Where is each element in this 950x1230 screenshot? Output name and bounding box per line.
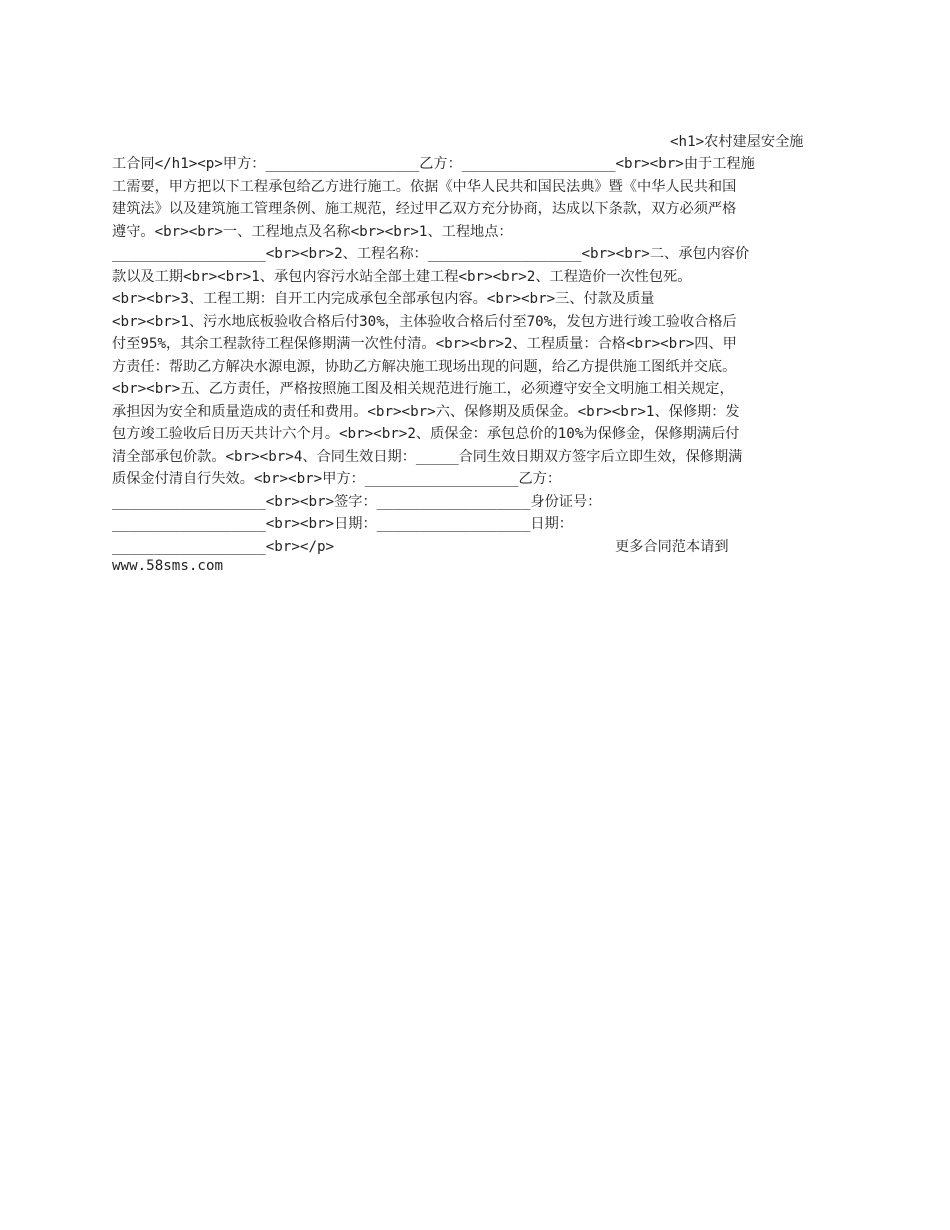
text-line: 工合同</h1><p>甲方：__________________乙方：__________________<br><br>由于工程施 <box>112 156 755 172</box>
text-line: 方责任：帮助乙方解决水源电源，协助乙方解决施工现场出现的问题，给乙方提供施工图纸并交底。 <box>112 359 737 375</box>
text-line: __________________<br><br>2、工程名称：__________________<br><br>二、承包内容价 <box>112 246 750 262</box>
text-line: 款以及工期<br><br>1、承包内容污水站全部土建工程<br><br>2、工程造价一次性包死。 <box>112 269 692 285</box>
text-line: 清全部承包价款。<br><br>4、合同生效日期：_____合同生效日期双方签字后立即生效，保修期满 <box>112 449 743 465</box>
text-line: __________________<br></p> <box>112 539 335 555</box>
text-line: 付至95%，其余工程款待工程保修期满一次性付清。<br><br>2、工程质量：合格<br><br>四、甲 <box>112 336 737 352</box>
text-line: 包方竣工验收后日历天共计六个月。<br><br>2、质保金：承包总价的10%为保修金，保修期满后付 <box>112 426 740 442</box>
text-line: 建筑法》以及建筑施工管理条例、施工规范，经过甲乙双方充分协商，达成以下条款，双方必须严格 <box>112 201 737 217</box>
text-line: __________________<br><br>签字：__________________身份证号： <box>112 494 602 510</box>
text-line: 质保金付清自行失效。<br><br>甲方：__________________乙方： <box>112 471 562 487</box>
text-line: <br><br>1、污水地底板验收合格后付30%，主体验收合格后付至70%，发包方进行竣工验收合格后 <box>112 314 737 330</box>
text-line: <h1>农村建屋安全施 <box>670 134 804 150</box>
text-line: 工需要，甲方把以下工程承包给乙方进行施工。依据《中华人民共和国民法典》暨《中华人民共和国 <box>112 179 737 195</box>
text-line: __________________<br><br>日期：__________________日期： <box>112 516 573 532</box>
text-line: <br><br>3、工程工期：自开工内完成承包全部承包内容。<br><br>三、付款及质量 <box>112 291 655 307</box>
text-line: 承担因为安全和质量造成的责任和费用。<br><br>六、保修期及质保金。<br><br>1、保修期：发 <box>112 404 740 420</box>
footer-text: 更多合同范本请到 <box>615 539 729 555</box>
footer-url: www.58sms.com <box>112 558 224 574</box>
text-line: 遵守。<br><br>一、工程地点及名称<br><br>1、工程地点： <box>112 224 513 240</box>
text-line: <br><br>五、乙方责任，严格按照施工图及相关规范进行施工，必须遵守安全文明施工相关规定， <box>112 381 734 397</box>
